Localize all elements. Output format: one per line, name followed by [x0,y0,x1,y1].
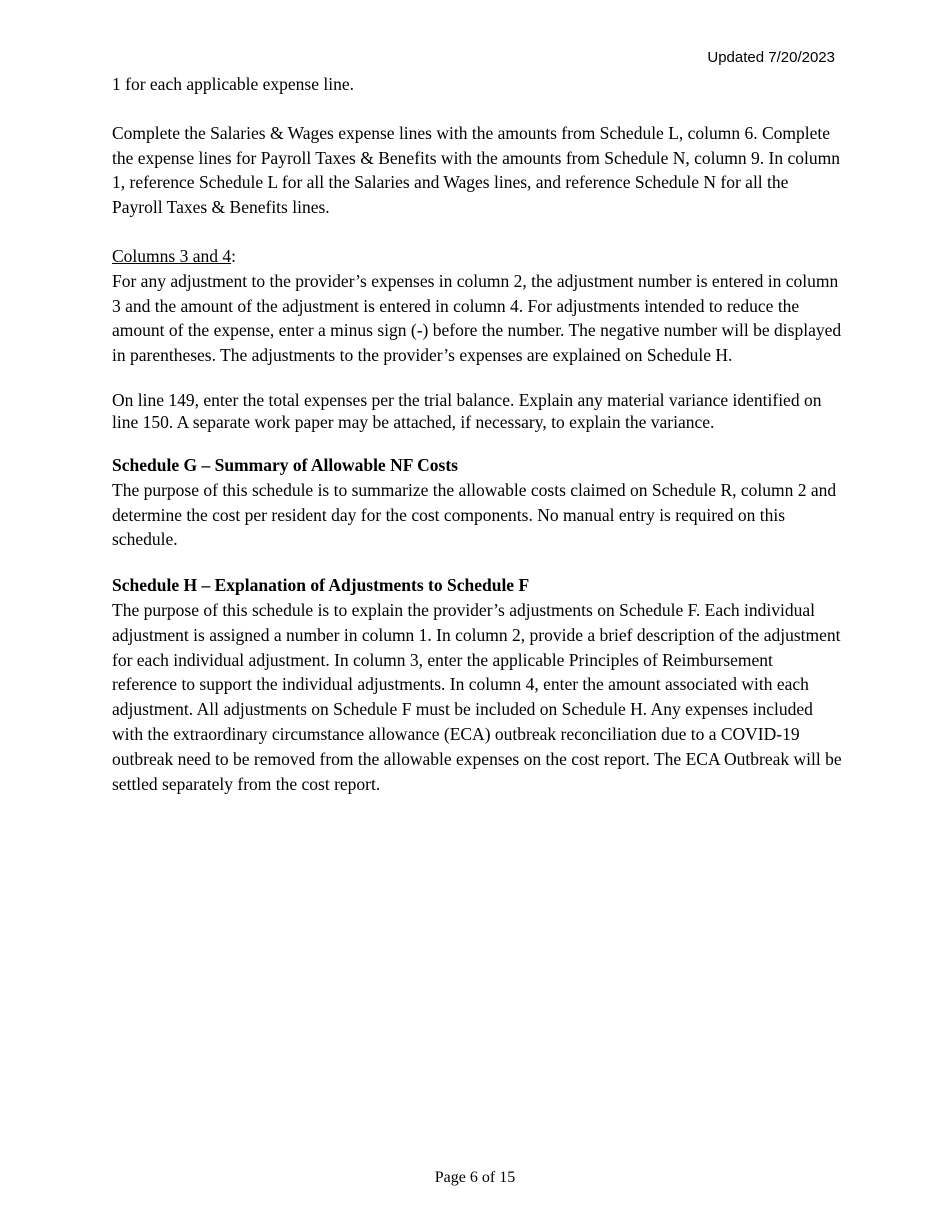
salaries-wages-paragraph: Complete the Salaries & Wages expense lines with the amounts from Schedule L, column 6. Complete the expense lines for Payroll Taxes & Benefits with the amounts from Schedule N, column 9. In column 1, reference Schedule L for all the Salaries and Wages lines, and reference Schedule N for all the Payroll Taxes & Benefits lines. [112,122,840,218]
columns-3-4-colon: : [231,245,236,266]
continuation-text: 1 for each applicable expense line. [112,74,354,94]
schedule-g-section [112,453,842,552]
schedule-h-text: The purpose of this schedule is to explain the provider’s adjustments on Schedule F. Each individual adjustment is assigned a number in column 1. In column 2, provide a brief description of the adjustment for each individual adjustment. In column 3, enter the applicable Principles of Reimbursement reference to support the individual adjustments. In column 4, enter the amount associated with each adjustment. All adjustments on Schedule F must be included on Schedule H. Any expenses included with the extraordinary circumstance allowance (ECA) outbreak reconciliation due to a COVID-19 outbreak need to be removed from the allowable expenses on the cost report. The ECA Outbreak will be settled separately from the cost report. [112,599,842,794]
schedule-g-title: Schedule G – Summary of Allowable NF Costs [112,454,458,475]
line-149-paragraph: On line 149, enter the total expenses per the trial balance. Explain any material variance identified on line 150. A separate work paper may be attached, if necessary, to explain the variance. [112,389,822,432]
columns-3-4-paragraph: For any adjustment to the provider’s expenses in column 2, the adjustment number is entered in column 3 and the amount of the adjustment is entered in column 4. For adjustments intended to reduce the amount of the expense, enter a minus sign (-) before the number. The negative number will be displayed in parentheses. The adjustments to the provider’s expenses are explained on Schedule H. [112,270,842,366]
schedule-g-text: The purpose of this schedule is to summarize the allowable costs claimed on Schedule R, column 2 and determine the cost per resident day for the cost components. No manual entry is required on this schedule. [112,479,837,550]
page-number: Page 6 of 15 [434,1169,516,1186]
schedule-h-section [112,573,842,796]
document-body [112,72,842,817]
columns-3-4-heading-line [112,244,842,269]
columns-3-4-section [112,244,842,368]
schedule-h-title: Schedule H – Explanation of Adjustments to Schedule F [112,575,530,596]
columns-3-4-heading: Columns 3 and 4 [112,245,232,266]
updated-date: Updated 7/20/2023 [707,49,835,66]
